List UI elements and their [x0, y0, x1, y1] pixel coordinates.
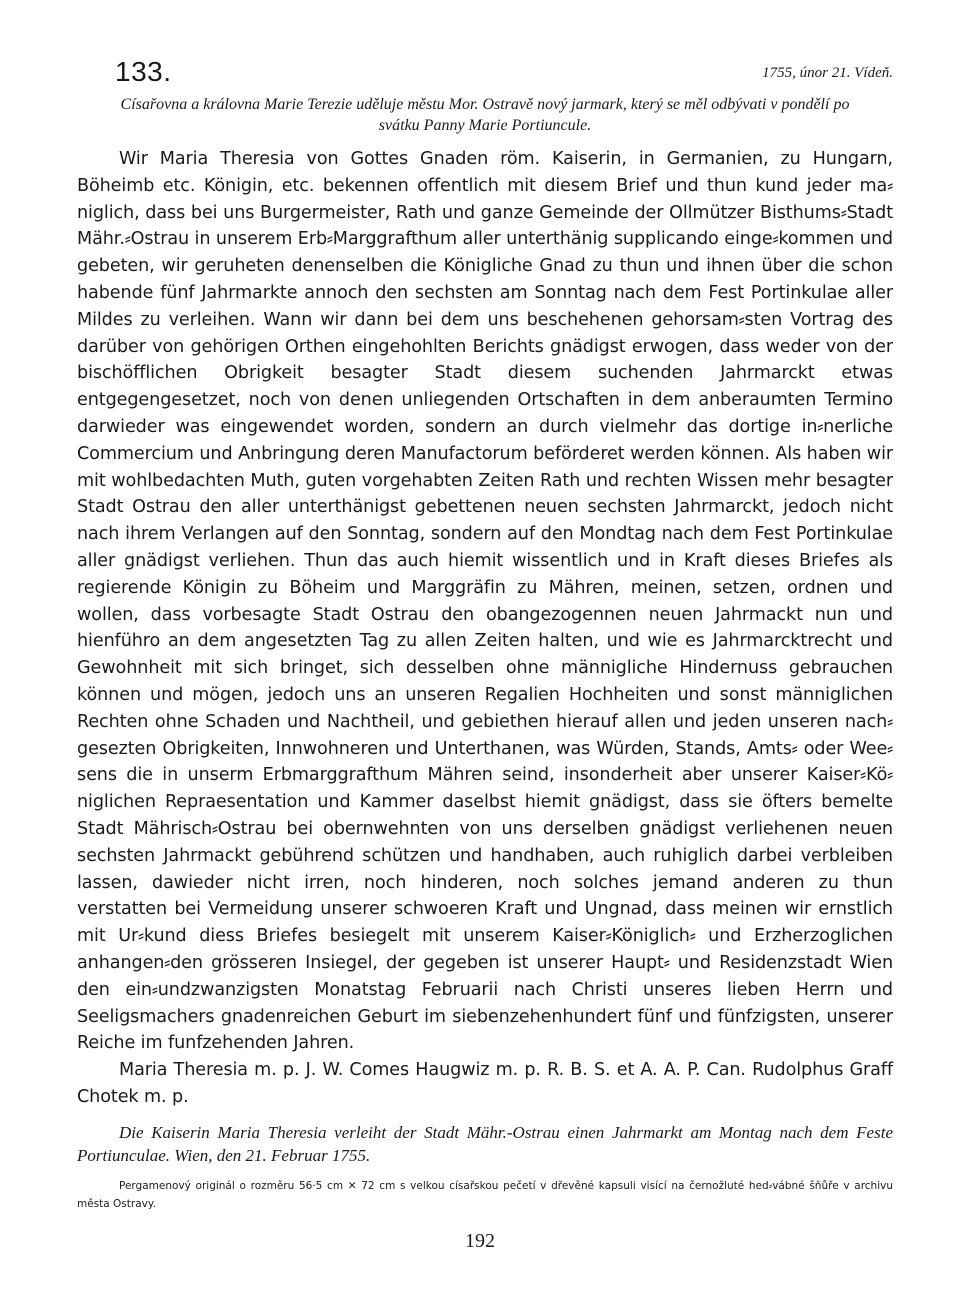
archival-note: Pergamenový originál o rozměru 56·5 cm ✕ 72 cm s velkou císařskou pečetí v dřevěné kapsuli visící na černožluté hed⸗vábné šňůře v archivu města Ostravy.: [77, 1179, 893, 1210]
document-header: [77, 56, 893, 92]
document-number: 133.: [115, 56, 172, 87]
document-date-place: 1755, únor 21. Vídeň.: [762, 65, 893, 81]
charter-text: [77, 146, 893, 1111]
document-page: [77, 56, 893, 1213]
charter-paragraph: Wir Maria Theresia von Gottes Gnaden röm. Kaiserin, in Germanien, zu Hungarn, Böheimb etc. Königin, etc. bekennen offentlich mit diesem Brief und thun kund jeder ma⸗niglich, dass bei uns Burgermeister, Rath und ganze Gemeinde der Ollmützer Bisthums⸗Stadt Mähr.⸗Ostrau in unserem Erb⸗Marggrafthum aller unterthänig supplicando einge⸗kommen und gebeten, wir geruheten denenselben die Königliche Gnad zu thun und ihnen über die schon habende fünf Jahrmarkte annoch den sechsten am Sonntag nach dem Fest Portinkulae aller Mildes zu verleihen. Wann wir dann bei dem uns beschehenen gehorsam⸗sten Vortrag des darüber von gehörigen Orthen eingehohlten Berichts gnädigst erwogen, dass weder von der bischöfflichen Obrigkeit besagter Stadt diesem suchenden Jahrmarckt etwas entgegengesetzet, noch von denen unliegenden Ortschaften in dem anberaumten Termino darwieder was eingewendet worden, sondern an durch vielmehr das dortige in⸗nerliche Commercium und Anbringung deren Manufactorum beförderet werden können. Als haben wir mit wohlbedachten Muth, guten vorgehabten Zeiten Rath und rechten Wissen mehr besagter Stadt Ostrau den aller unterthänigst gebettenen neuen sechsten Jahrmarckt, jedoch nicht nach ihrem Verlangen auf den Sonntag, sondern auf den Mondtag nach dem Fest Portinkulae aller gnädigst verliehen. Thun das auch hiemit wissentlich und in Kraft dieses Briefes als regierende Königin zu Böheim und Marggräfin zu Mähren, meinen, setzen, ordnen und wollen, dass vorbesagte Stadt Ostrau den obangezogennen neuen Jahrmackt nun und hienführo an dem angesetzten Tag zu allen Zeiten halten, und wie es Jahrmarcktrecht und Gewohnheit mit sich bringet, sich desselben ohne männigliche Hindernuss gebrauchen können und mögen, jedoch uns an unseren Regalien Hochheiten und sonst männiglichen Rechten ohne Schaden und Nachtheil, und gebiethen hierauf allen und jeden unseren nach⸗gesezten Obrigkeiten, Innwohneren und Unterthanen, was Würden, Stands, Amts⸗ oder Wee⸗sens die in unserm Erbmarggrafthum Mähren seind, insonderheit aber unserer Kaiser⸗Kö⸗niglichen Repraesentation und Kammer daselbst hiemit gnädigst, dass sie öfters bemelte Stadt Mährisch⸗Ostrau bei obernwehnten von uns derselben gnädigst verliehenen neuen sechsten Jahrmackt gebührend schützen und handhaben, auch ruhiglich darbei verbleiben lassen, dawieder nicht irren, noch hinderen, noch solches jemand anderen zu thun verstatten bei Vermeidung unserer schwoeren Kraft und Ungnad, dass meinen wir ernstlich mit Ur⸗kund diess Briefes besiegelt mit unserem Kaiser⸗Königlich⸗ und Erzherzoglichen anhangen⸗den grösseren Insiegel, der gegeben ist unserer Haupt⸗ und Residenzstadt Wien den ein⸗undzwanzigsten Monatstag Februarii nach Christi unseres lieben Herrn und Seeligsmachers gnadenreichen Geburt im siebenzehenhundert fünf und fünfzigsten, unserer Reiche im funfzehenden Jahren.: [77, 149, 893, 1054]
german-summary: Die Kaiserin Maria Theresia verleiht der Stadt Mähr.-Ostrau einen Jahrmarkt am Montag nach dem Feste Portiunculae. Wien, den 21. Februar 1755.: [77, 1122, 893, 1165]
czech-summary: Císařovna a královna Marie Terezie uděluje městu Mor. Ostravě nový jarmark, který se měl odbývati v pondělí po svátku Panny Marie Portiuncule.: [120, 96, 850, 134]
charter-signatures: Maria Theresia m. p. J. W. Comes Haugwiz m. p. R. B. S. et A. A. P. Can. Rudolphus Graff Chotek m. p.: [77, 1060, 893, 1107]
page-number: 192: [465, 1230, 495, 1252]
